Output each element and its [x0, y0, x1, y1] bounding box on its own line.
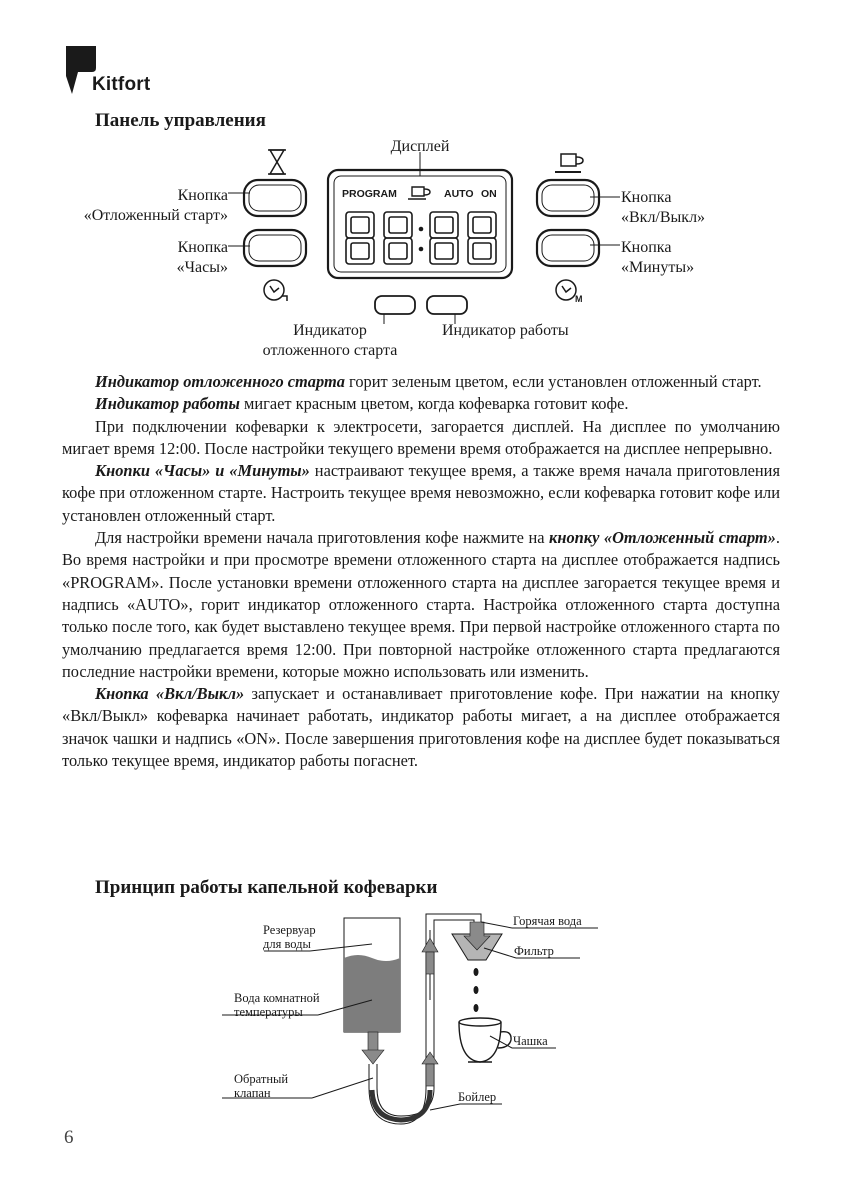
delay-indicator-label: Индикатор отложенного старта: [262, 322, 398, 359]
paragraph: Кнопка «Вкл/Выкл» запускает и останавливает приготовление кофе. При нажатии на кнопку «Вкл/Выкл» кофеварка начинает работать, индикатор работы мигает, а на дисплее отображается значок чашки и надпись «ON». После завершения приготовления кофе на дисплее будет показываться только текущее время, индикатор работы погаснет.: [62, 684, 780, 771]
power-button-label: Кнопка «Вкл/Выкл»: [621, 189, 706, 226]
minutes-clock-icon: [556, 280, 576, 300]
reservoir-label: Резервуар для воды: [263, 923, 316, 951]
room-water-label: Вода комнатной температуры: [234, 991, 320, 1019]
valve-label: Обратный клапан: [234, 1072, 289, 1100]
brand-name: Kitfort: [92, 74, 151, 95]
delay-start-button-label: Кнопка «Отложенный старт»: [83, 187, 228, 224]
clock-button-label: Кнопка «Часы»: [176, 239, 228, 276]
water-reservoir: [344, 918, 400, 1032]
display-on-label: ON: [481, 188, 497, 200]
minutes-icon-letter: M: [575, 294, 583, 304]
paragraph: Индикатор отложенного старта горит зеленым цветом, если установлен отложенный старт.: [95, 372, 762, 391]
filter: [452, 922, 502, 960]
brew-diagram: [0, 905, 842, 1130]
display: [328, 170, 512, 278]
cup-icon: [555, 154, 583, 172]
filter-label: Фильтр: [514, 944, 554, 958]
delay-start-indicator: [375, 296, 415, 314]
paragraph: Для настройки времени начала приготовления кофе нажмите на кнопку «Отложенный старт». Во время настройки и при просмотре времени отложенного старта на дисплее отображается надпись «PROGRAM». После установки времени отложенного старта на дисплее загорается текущее время и надпись «AUTO», горит индикатор отложенного старта. Настройка отложенного старта доступна только после того, как будет выставлено текущее время. При первой настройке отложенного старта по умолчанию предлагается время 12:00. При повторной настройке отложенного старта предлагаются последние настройки времени, которые можно использовать или изменить.: [62, 528, 780, 681]
hot-water-label: Горячая вода: [513, 914, 582, 928]
up-arrow-icon: [422, 938, 438, 1086]
minutes-button-label: Кнопка «Минуты»: [621, 239, 695, 276]
work-indicator: [427, 296, 467, 314]
display-program-label: PROGRAM: [342, 188, 397, 200]
coffee-drops-icon: [474, 968, 479, 1012]
cup-icon: [459, 1018, 511, 1062]
hourglass-icon: [268, 150, 286, 174]
work-indicator-label: Индикатор работы: [442, 322, 569, 339]
display-label: Дисплей: [390, 138, 450, 155]
paragraph: При подключении кофеварки к электросети, загорается дисплей. На дисплее по умолчанию мигает время 12:00. После настройки текущего времени время отображается на дисплее непрерывно.: [62, 416, 780, 458]
boiler-label: Бойлер: [458, 1090, 497, 1104]
section-title: Принцип работы капельной кофеварки: [95, 877, 438, 898]
paragraph: Кнопки «Часы» и «Минуты» настраивают текущее время, а также время начала приготовления кофе при отложенном старте. Настроить текущее время невозможно, если кофеварка готовит кофе или установлен отложенный старт.: [62, 461, 780, 525]
kitfort-logo: [66, 46, 166, 98]
display-auto-label: AUTO: [444, 188, 474, 200]
paragraph: Индикатор работы мигает красным цветом, когда кофеварка готовит кофе.: [95, 394, 629, 414]
cup-label: Чашка: [513, 1034, 548, 1048]
down-arrow-icon: [362, 1032, 384, 1064]
instructions-text: [62, 371, 780, 772]
page-title: Панель управления: [95, 110, 266, 131]
clock-icon: [264, 280, 287, 301]
page-number: 6: [64, 1127, 74, 1148]
